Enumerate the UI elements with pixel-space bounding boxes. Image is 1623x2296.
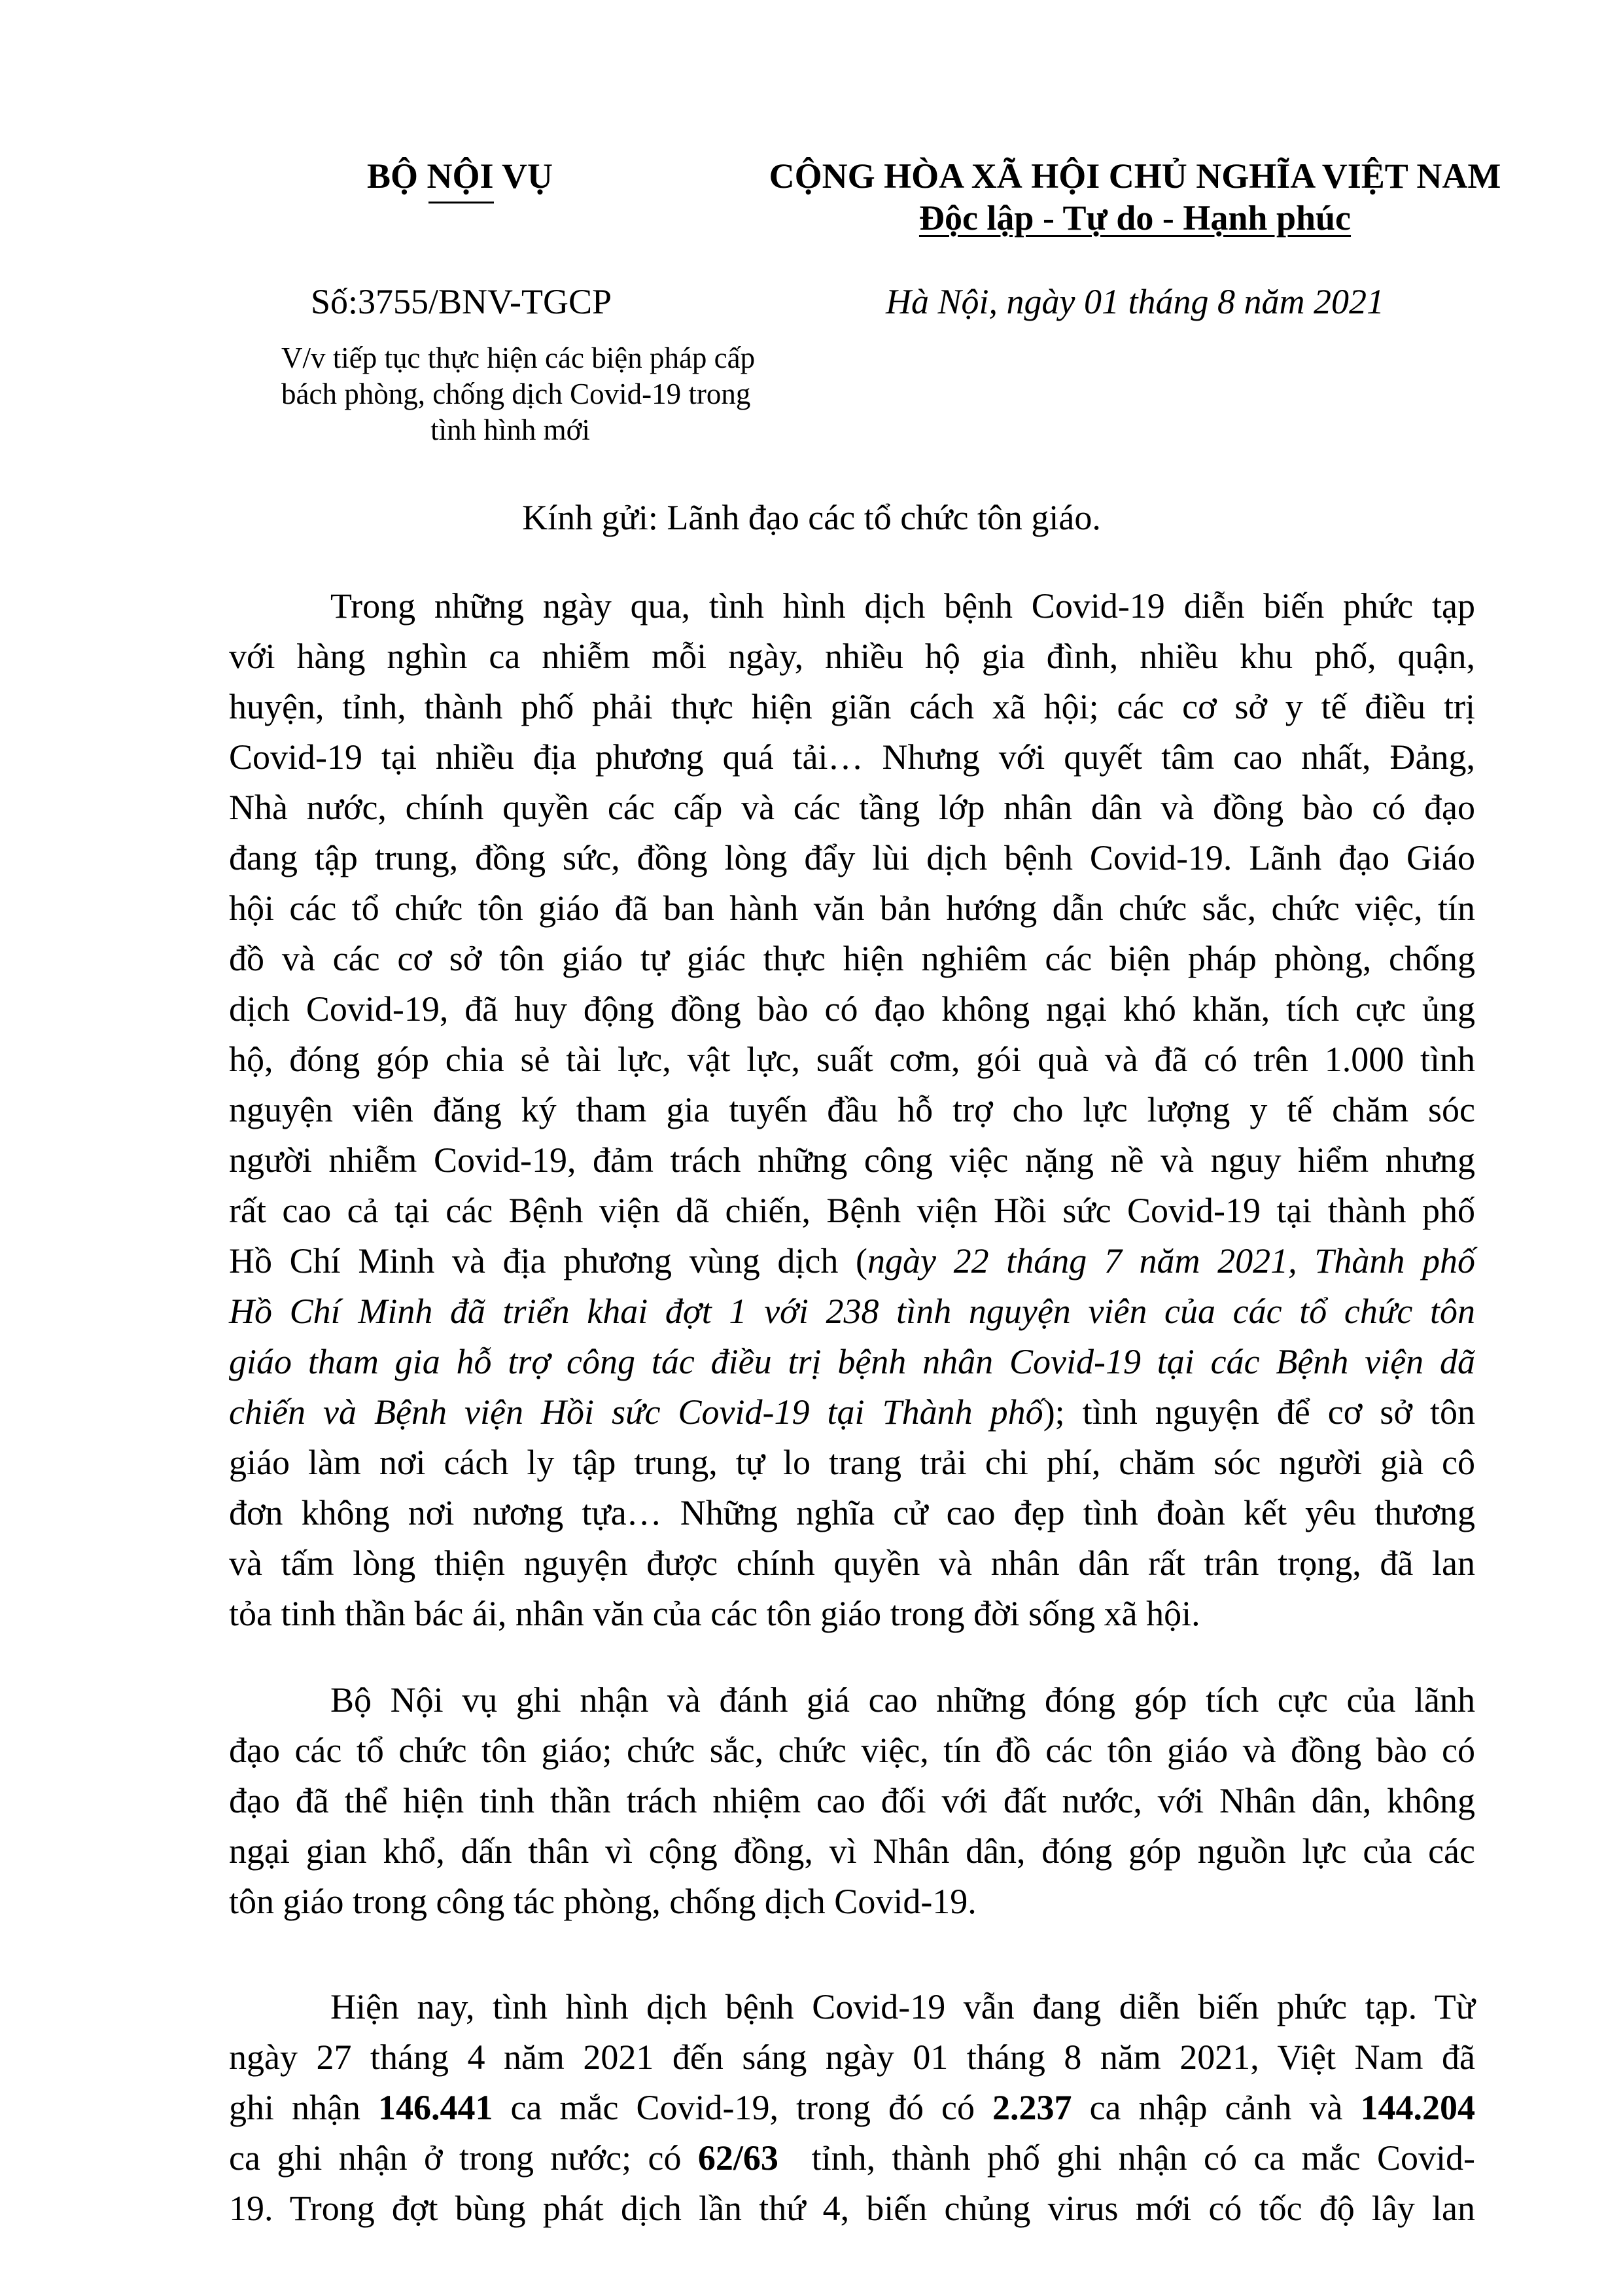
body-line: tôn giáo trong công tác phòng, chống dịch Covid-19. (229, 1882, 977, 1921)
body-text: ); tình nguyện để cơ sở tôn (1043, 1392, 1475, 1432)
body-line: Bộ Nội vụ ghi nhận và đánh giá cao những đóng góp tích cực của lãnh (330, 1680, 1475, 1720)
body-text: ghi nhận (229, 2088, 379, 2127)
body-text: ca ghi nhận ở trong nước; có (229, 2138, 698, 2178)
national-motto (726, 198, 1544, 238)
body-line: đạo các tổ chức tôn giáo; chức sắc, chức việc, tín đồ các tôn giáo và đồng bào có (229, 1731, 1475, 1770)
national-motto-text: Độc lập - Tự do - Hạnh phúc (918, 198, 1352, 238)
body-text: Hồ Chí Minh và địa phương vùng dịch ( (229, 1241, 867, 1280)
body-line: hội các tổ chức tôn giáo đã ban hành văn bản hướng dẫn chức sắc, chức việc, tín (229, 889, 1475, 928)
issuing-organization: BỘ NỘI VỤ (366, 156, 553, 196)
body-line-italic: giáo tham gia hỗ trợ công tác điều trị bệnh nhân Covid-19 tại các Bệnh viện dã (229, 1342, 1475, 1381)
body-text: tỉnh, thành phố ghi nhận có ca mắc Covid- (778, 2138, 1475, 2178)
paragraph-2 (229, 1675, 1475, 1927)
body-line-italic: Hồ Chí Minh đã triển khai đợt 1 với 238 tình nguyện viên của các tổ chức tôn (229, 1292, 1475, 1331)
body-line: đồ và các cơ sở tôn giáo tự giác thực hiện nghiêm các biện pháp phòng, chống (229, 939, 1475, 978)
subject-line: V/v tiếp tục thực hiện các biện pháp cấp (281, 342, 756, 374)
domestic-cases-value: 144.204 (1360, 2088, 1475, 2127)
italic-text: ngày 22 tháng 7 năm 2021, Thành phố (867, 1241, 1476, 1280)
subject-line: tình hình mới (430, 414, 590, 446)
body-line: nguyện viên đăng ký tham gia tuyến đầu hỗ trợ cho lực lượng y tế chăm sóc (229, 1090, 1475, 1129)
body-text: ca nhập cảnh và (1072, 2088, 1361, 2127)
body-line: Hiện nay, tình hình dịch bệnh Covid-19 vẫn đang diễn biến phức tạp. Từ (330, 1987, 1475, 2026)
body-line: ngại gian khổ, dấn thân vì cộng đồng, vì Nhân dân, đóng góp nguồn lực của các (229, 1831, 1475, 1871)
italic-text: chiến và Bệnh viện Hồi sức Covid-19 tại Thành phố (229, 1392, 1043, 1432)
body-line: giáo làm nơi cách ly tập trung, tự lo trang trải chi phí, chăm sóc người già cô (229, 1443, 1475, 1482)
body-line-stats (229, 2133, 1475, 2183)
body-line: Trong những ngày qua, tình hình dịch bệnh Covid-19 diễn biến phức tạp (330, 586, 1475, 626)
body-line: đơn không nơi nương tựa… Những nghĩa cử cao đẹp tình đoàn kết yêu thương (229, 1493, 1475, 1532)
body-line-stats (229, 2083, 1475, 2133)
body-line: Nhà nước, chính quyền các cấp và các tầng lớp nhân dân và đồng bào có đạo (229, 788, 1475, 827)
body-line: đang tập trung, đồng sức, đồng lòng đẩy lùi dịch bệnh Covid-19. Lãnh đạo Giáo (229, 838, 1475, 877)
body-line-mixed (229, 1236, 1475, 1286)
body-line: và tấm lòng thiện nguyện được chính quyền và nhân dân rất trân trọng, đã lan (229, 1544, 1475, 1583)
subject-line: bách phòng, chống dịch Covid-19 trong (281, 378, 751, 410)
body-line: với hàng nghìn ca nhiễm mỗi ngày, nhiều hộ gia đình, nhiều khu phố, quận, (229, 637, 1475, 676)
paragraph-1 (229, 581, 1475, 1639)
recipient-line: Kính gửi: Lãnh đạo các tổ chức tôn giáo. (522, 498, 1101, 537)
body-line: hộ, đóng góp chia sẻ tài lực, vật lực, suất cơm, gói quà và đã có trên 1.000 tình (229, 1040, 1475, 1079)
country-name: CỘNG HÒA XÃ HỘI CHỦ NGHĨA VIỆT NAM (769, 156, 1501, 196)
body-line: rất cao cả tại các Bệnh viện dã chiến, Bệnh viện Hồi sức Covid-19 tại thành phố (229, 1191, 1475, 1230)
total-cases-value: 146.441 (378, 2088, 493, 2127)
imported-cases-value: 2.237 (992, 2088, 1072, 2127)
body-line: huyện, tỉnh, thành phố phải thực hiện giãn cách xã hội; các cơ sở y tế điều trị (229, 687, 1475, 726)
body-line: tỏa tinh thần bác ái, nhân văn của các tôn giáo trong đời sống xã hội. (229, 1594, 1200, 1633)
document-number: Số:3755/BNV-TGCP (310, 282, 612, 321)
document-subject (281, 340, 756, 448)
document-date: Hà Nội, ngày 01 tháng 8 năm 2021 (886, 282, 1384, 321)
body-line: Covid-19 tại nhiều địa phương quá tải… Nhưng với quyết tâm cao nhất, Đảng, (229, 737, 1475, 777)
paragraph-3 (229, 1982, 1475, 2234)
body-line: người nhiễm Covid-19, đảm trách những công việc nặng nề và nguy hiểm nhưng (229, 1140, 1475, 1180)
body-line: 19. Trong đợt bùng phát dịch lần thứ 4, biến chủng virus mới có tốc độ lây lan (229, 2189, 1475, 2228)
body-line: ngày 27 tháng 4 năm 2021 đến sáng ngày 01 tháng 8 năm 2021, Việt Nam đã (229, 2038, 1475, 2077)
body-line-mixed (229, 1387, 1475, 1438)
body-text: ca mắc Covid-19, trong đó có (493, 2088, 993, 2127)
provinces-value: 62/63 (697, 2138, 778, 2178)
body-line: dịch Covid-19, đã huy động đồng bào có đạo không ngại khó khăn, tích cực ủng (229, 989, 1475, 1029)
organization-underline (428, 202, 494, 203)
body-line: đạo đã thể hiện tinh thần trách nhiệm cao đối với đất nước, với Nhân dân, không (229, 1781, 1475, 1820)
